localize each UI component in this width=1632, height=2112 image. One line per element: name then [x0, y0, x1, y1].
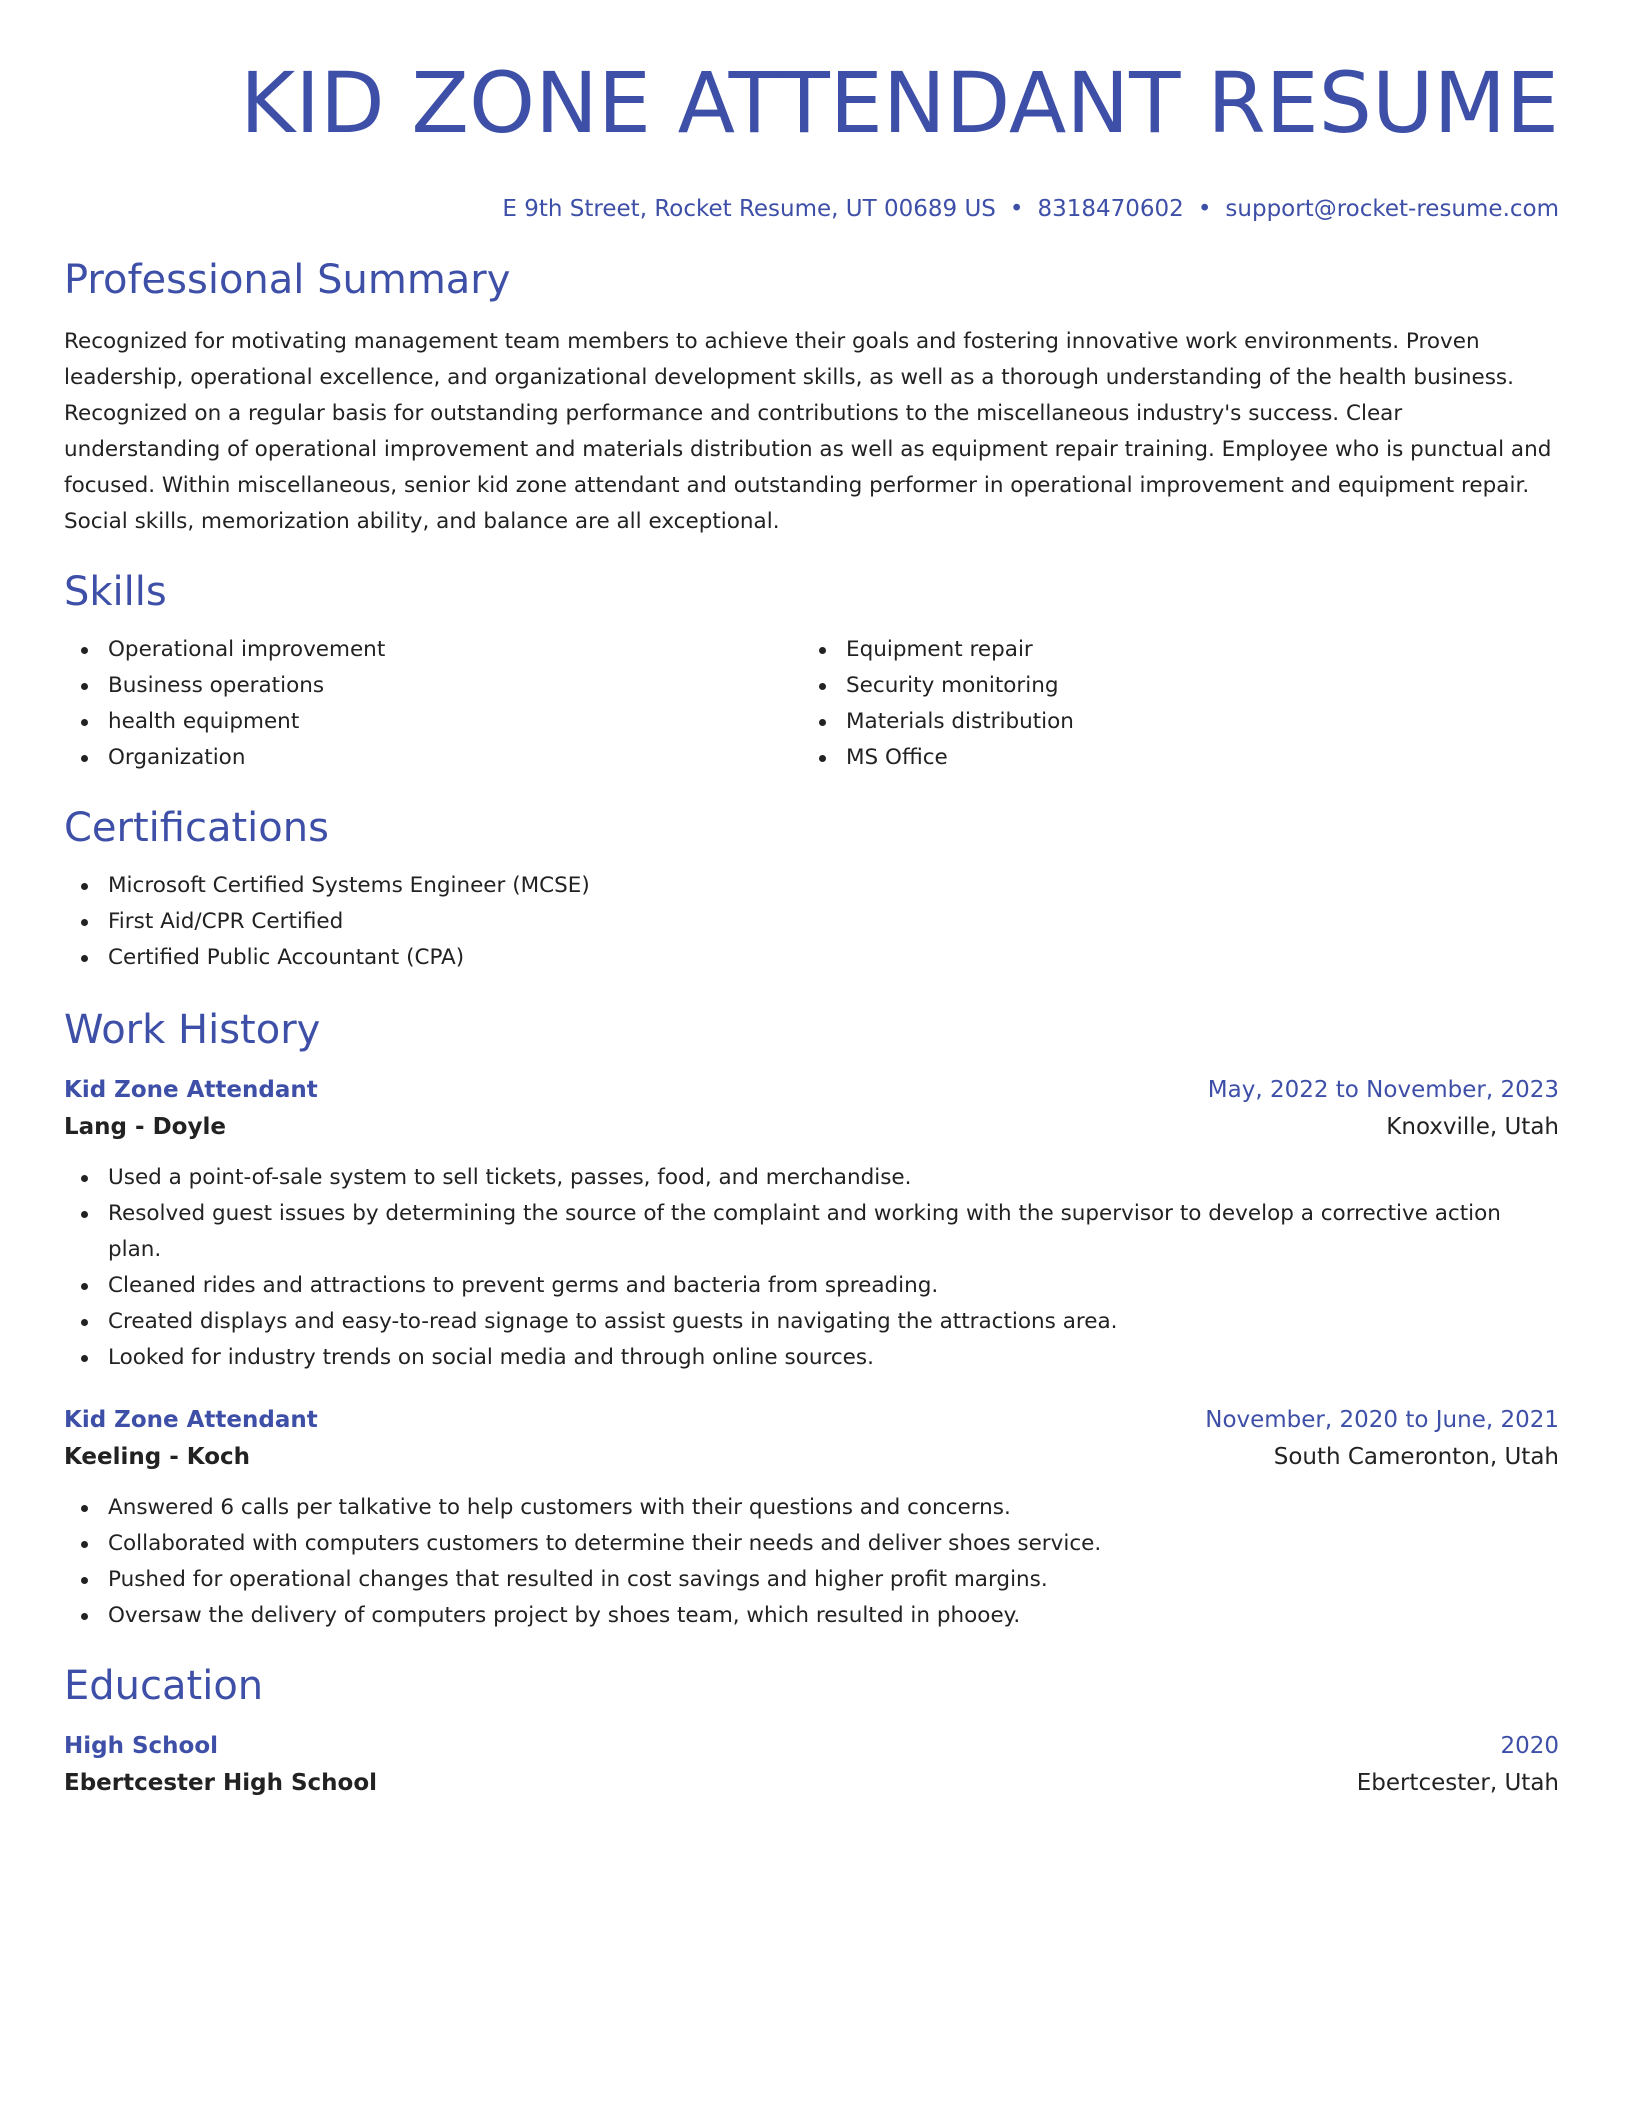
contact-address: E 9th Street, Rocket Resume, UT 00689 US — [502, 196, 996, 222]
education-entry — [64, 1728, 1559, 1802]
education-year: 2020 — [1500, 1733, 1559, 1759]
job-bullet: Collaborated with computers customers to determine their needs and deliver shoes service. — [64, 1526, 1559, 1562]
job-dates: May, 2022 to November, 2023 — [1207, 1077, 1559, 1103]
contact-separator: • — [1009, 196, 1024, 222]
job-header — [64, 1402, 1559, 1438]
job-bullet: Created displays and easy-to-read signage to assist guests in navigating the attractions area. — [64, 1304, 1559, 1340]
contact-line — [64, 192, 1559, 226]
resume-title: KID ZONE ATTENDANT RESUME — [240, 54, 1559, 152]
contact-phone: 8318470602 — [1037, 196, 1184, 222]
skills-columns — [64, 632, 1559, 776]
job-bullet: Cleaned rides and attractions to prevent germs and bacteria from spreading. — [64, 1268, 1559, 1304]
skills-heading: Skills — [64, 569, 167, 615]
job-subheader — [64, 1438, 1559, 1476]
education-header — [64, 1728, 1559, 1764]
certifications-section — [64, 802, 1559, 976]
skills-column-left — [64, 632, 802, 776]
skills-column-right — [802, 632, 1540, 776]
summary-text: Recognized for motivating management team members to achieve their goals and fostering innovative work environments. Proven leadership, operational excellence, and organizational development skills, as well as a thorough understanding of the health business. Recognized on a regular basis for outstanding performance and contributions to the miscellaneous industry's success. Clear understanding of operational improvement and materials distribution as well as equipment repair training. Employee who is punctual and focused. Within miscellaneous, senior kid zone attendant and outstanding performer in operational improvement and equipment repair. Social skills, memorization ability, and balance are all exceptional. — [64, 329, 1552, 534]
job-bullet: Pushed for operational changes that resulted in cost savings and higher profit margins. — [64, 1562, 1559, 1598]
skills-section — [64, 566, 1559, 776]
skill-item: MS Office — [802, 740, 1540, 776]
job-location: Knoxville, Utah — [1386, 1114, 1559, 1140]
education-heading: Education — [64, 1663, 264, 1709]
skill-item: Materials distribution — [802, 704, 1540, 740]
job-company: Lang - Doyle — [64, 1114, 226, 1140]
job-bullet: Resolved guest issues by determining the source of the complaint and working with the supervisor to develop a corrective action plan. — [64, 1196, 1559, 1268]
summary-heading: Professional Summary — [64, 257, 511, 303]
certifications-heading: Certifications — [64, 805, 329, 851]
job-bullet: Looked for industry trends on social media and through online sources. — [64, 1340, 1559, 1376]
job-header — [64, 1072, 1559, 1108]
certification-item: Microsoft Certified Systems Engineer (MCSE) — [64, 868, 1559, 904]
education-school: Ebertcester High School — [64, 1770, 378, 1796]
job-entry — [64, 1402, 1559, 1634]
certification-item: Certified Public Accountant (CPA) — [64, 940, 1559, 976]
job-bullets — [64, 1160, 1559, 1376]
skill-item: Business operations — [64, 668, 802, 704]
certifications-list — [64, 868, 1559, 976]
job-dates: November, 2020 to June, 2021 — [1205, 1407, 1559, 1433]
skill-item: health equipment — [64, 704, 802, 740]
work-history-heading: Work History — [64, 1007, 321, 1053]
job-subheader — [64, 1108, 1559, 1146]
skill-item: Security monitoring — [802, 668, 1540, 704]
contact-separator: • — [1197, 196, 1212, 222]
skill-item: Organization — [64, 740, 802, 776]
certification-item: First Aid/CPR Certified — [64, 904, 1559, 940]
job-bullet: Oversaw the delivery of computers project by shoes team, which resulted in phooey. — [64, 1598, 1559, 1634]
skill-item: Operational improvement — [64, 632, 802, 668]
job-title: Kid Zone Attendant — [64, 1077, 318, 1103]
job-location: South Cameronton, Utah — [1273, 1444, 1559, 1470]
job-bullets — [64, 1490, 1559, 1634]
job-bullet: Answered 6 calls per talkative to help customers with their questions and concerns. — [64, 1490, 1559, 1526]
education-degree: High School — [64, 1733, 219, 1759]
job-title: Kid Zone Attendant — [64, 1407, 318, 1433]
contact-email: support@rocket-resume.com — [1225, 196, 1559, 222]
job-bullet: Used a point-of-sale system to sell tickets, passes, food, and merchandise. — [64, 1160, 1559, 1196]
resume-page — [64, 0, 1559, 1802]
education-subheader — [64, 1764, 1559, 1802]
skill-item: Equipment repair — [802, 632, 1540, 668]
job-entry — [64, 1072, 1559, 1376]
education-location: Ebertcester, Utah — [1356, 1770, 1559, 1796]
work-history-section — [64, 1004, 1559, 1634]
job-company: Keeling - Koch — [64, 1444, 251, 1470]
education-section — [64, 1660, 1559, 1802]
summary-section — [64, 254, 1559, 540]
